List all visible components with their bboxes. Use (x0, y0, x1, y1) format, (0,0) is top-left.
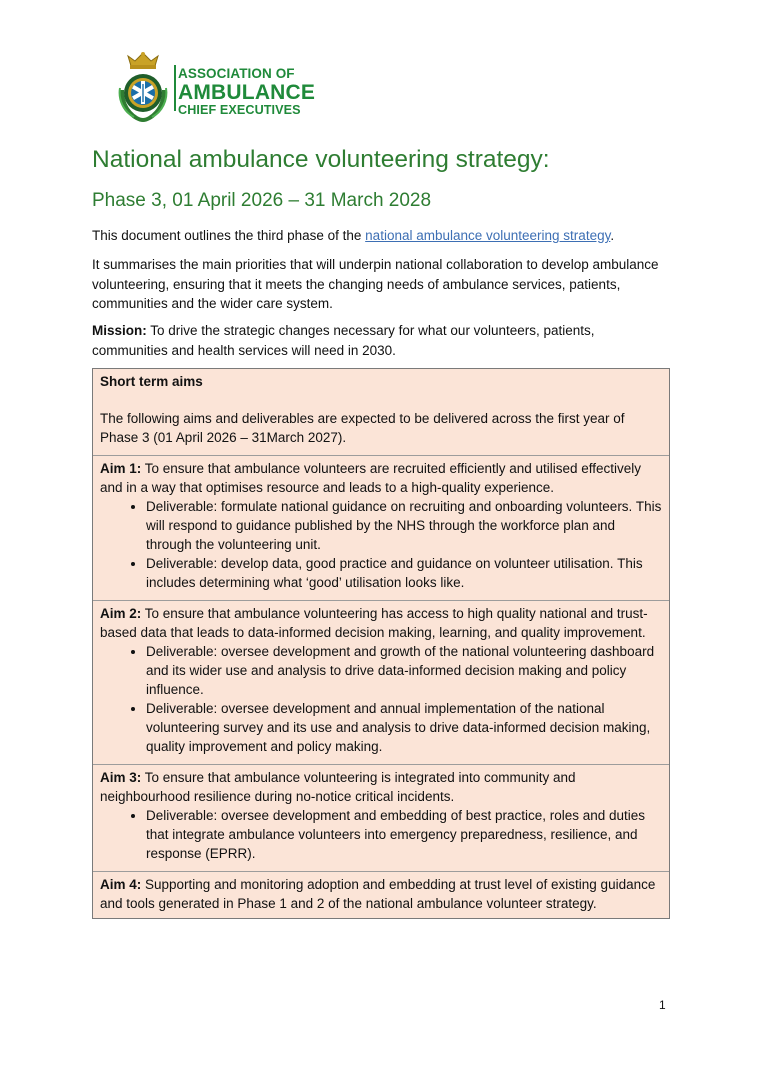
aim-3-text: To ensure that ambulance volunteering is integrated into community and neighbourhood resilience during no-notice critical incidents. (100, 770, 576, 804)
list-item: • Deliverable: develop data, good practice and guidance on volunteer utilisation. This includes determining what ‘good’ utilisation looks like. (146, 554, 663, 592)
logo-wordmark (178, 67, 338, 116)
aim-2-statement (100, 604, 663, 642)
aim-2-text: To ensure that ambulance volunteering has access to high quality national and trust-based data that leads to data-informed decision making, learning, and quality improvement. (100, 606, 648, 640)
logo-line-1: ASSOCIATION OF (178, 66, 295, 81)
aim-4-label: Aim 4: (100, 877, 142, 892)
document-title: National ambulance volunteering strategy: (92, 146, 550, 173)
aims-description: The following aims and deliverables are expected to be delivered across the first year of Phase 3 (01 April 2026 – 31March 2027). (100, 411, 625, 445)
aim-3-statement (100, 768, 663, 806)
list-item: • Deliverable: formulate national guidance on recruiting and onboarding volunteers. This will respond to guidance published by the NHS through the workforce plan and through the volunteering unit. (146, 497, 663, 554)
strategy-link[interactable]: national ambulance volunteering strategy (365, 228, 611, 243)
aim-4-statement (100, 875, 663, 913)
intro-paragraph (92, 226, 672, 246)
intro-suffix: . (610, 228, 615, 243)
aim-3-label: Aim 3: (100, 770, 142, 785)
aim-4-text: Supporting and monitoring adoption and embedding at trust level of existing guidance and tools generated in Phase 1 and 2 of the national ambulance volunteer strategy. (100, 877, 656, 911)
document-subtitle: Phase 3, 01 April 2026 – 31 March 2028 (92, 190, 432, 211)
aace-logo (114, 50, 334, 122)
aim-2-label: Aim 2: (100, 606, 142, 621)
mission-text: To drive the strategic changes necessary for what our volunteers, patients, communities and health services will need in 2030. (92, 323, 595, 358)
list-item: • Deliverable: oversee development and growth of the national volunteering dashboard and its wider use and analysis to drive data-informed decision making and policy influence. (146, 642, 663, 699)
aims-header-cell (93, 369, 669, 456)
intro-prefix: This document outlines the third phase of the (92, 228, 366, 243)
logo-line-3: CHIEF EXECUTIVES (178, 102, 301, 117)
list-item: • Deliverable: oversee development and embedding of best practice, roles and duties that integrate ambulance volunteers into emergency preparedness, resilience, and response (EPRR). (146, 806, 663, 863)
crest-emblem-icon (114, 50, 172, 122)
list-item: • Deliverable: oversee development and annual implementation of the national volunteering survey and its use and analysis to drive data-informed decision making, quality improvement and policy making. (146, 699, 663, 756)
logo-line-2: AMBULANCE (178, 80, 316, 104)
aim-1-label: Aim 1: (100, 461, 142, 476)
aim-3-deliverables (100, 806, 663, 863)
logo-divider (174, 65, 176, 111)
page-number: 1 (659, 998, 666, 1012)
mission-paragraph (92, 321, 672, 360)
aim-1-cell (93, 456, 669, 601)
aim-1-deliverables (100, 497, 663, 592)
aim-3-cell (93, 765, 669, 872)
aim-1-statement (100, 459, 663, 497)
aim-1-text: To ensure that ambulance volunteers are recruited efficiently and utilised effectively and in a way that optimises resource and leads to a high-quality experience. (100, 461, 642, 495)
aim-4-cell (93, 872, 669, 918)
aim-2-deliverables (100, 642, 663, 756)
aims-header: Short term aims (100, 374, 203, 389)
summary-paragraph: It summarises the main priorities that will underpin national collaboration to develop ambulance volunteering, ensuring that it meets the changing needs of ambulance services, patients, communities and the wider care system. (92, 257, 659, 311)
mission-label: Mission: (92, 323, 147, 338)
short-term-aims-table (92, 368, 670, 919)
aim-2-cell (93, 601, 669, 765)
